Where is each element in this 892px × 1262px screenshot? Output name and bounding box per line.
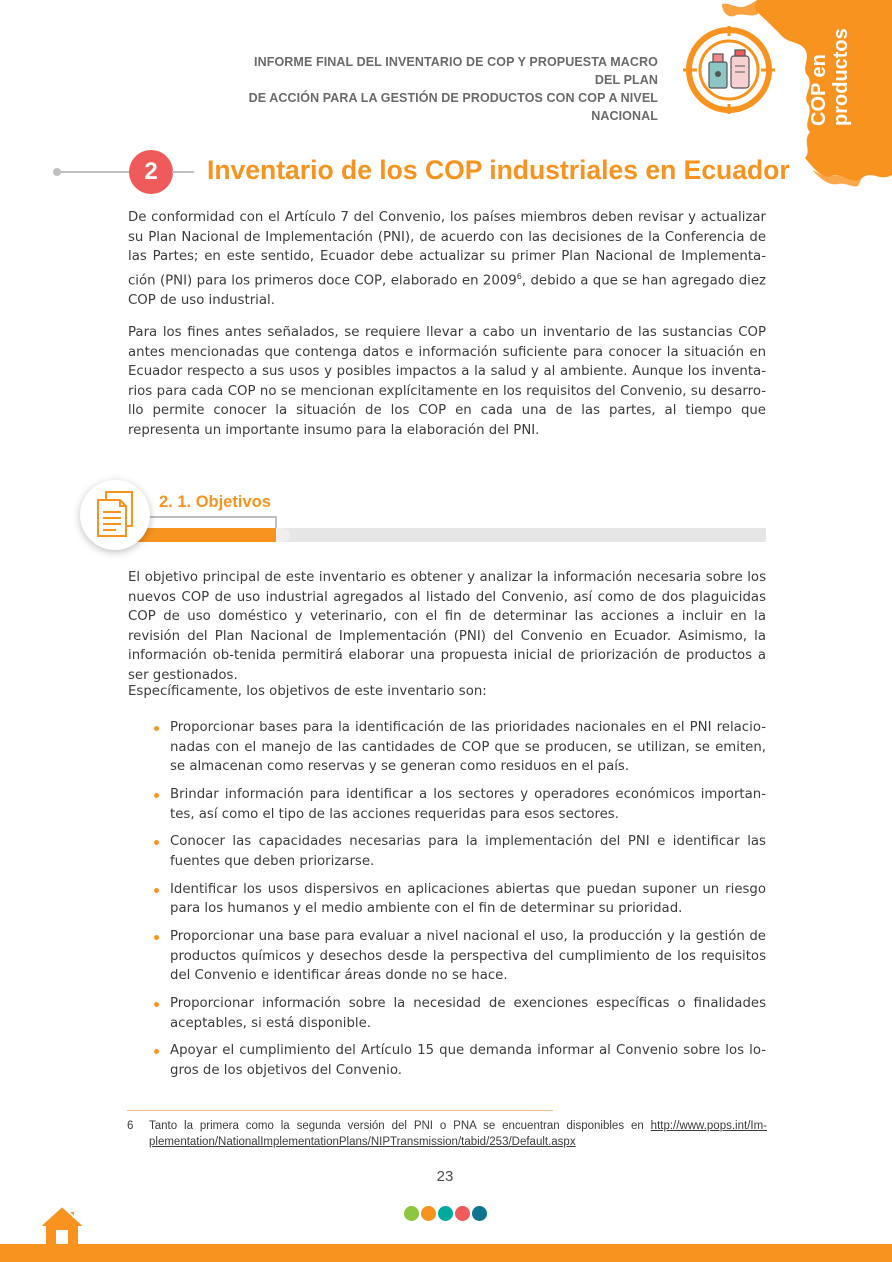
footer-dot xyxy=(472,1206,487,1221)
list-item-text: Proporcionar información sobre la necesidad de exenciones específicas o finalidades aceptables, si está disponible. xyxy=(170,996,766,1031)
section-number-badge: 2 xyxy=(129,150,173,194)
subsection-icon-circle xyxy=(80,480,150,550)
subsection-bar-fill xyxy=(130,528,278,542)
section-title: Inventario de los COP industriales en Ecuador xyxy=(207,155,790,185)
cop-products-target-icon xyxy=(683,26,781,114)
bullet-dot xyxy=(154,1049,159,1054)
header-title-line2: DE ACCIÓN PARA LA GESTIÓN DE PRODUCTOS CON COP A NIVEL NACIONAL xyxy=(248,91,658,123)
list-item xyxy=(152,785,766,824)
footer-dot xyxy=(421,1206,436,1221)
objectives-list xyxy=(152,718,766,1089)
list-item-text: Brindar información para identificar a los sectores y operadores económicos importan-tes, así como el tipo de las acciones requeridas para esos sectores. xyxy=(170,786,766,822)
footer-color-dots xyxy=(404,1206,487,1221)
subsection-underline xyxy=(148,516,276,518)
footnote-ref: 6 xyxy=(516,271,522,281)
list-item-text: Proporcionar una base para evaluar a nivel nacional el uso, la producción y la gestión de productos químicos y desechos desde la perspectiva del cumplimiento de los requisitos del Convenio e identificar áreas donde no se hace. xyxy=(170,929,766,984)
header-title-line1: INFORME FINAL DEL INVENTARIO DE COP Y PROPUESTA MACRO DEL PLAN xyxy=(254,55,658,87)
side-label-line2: productos xyxy=(830,28,852,126)
objectives-paragraph-2: Específicamente, los objetivos de este inventario son: xyxy=(128,684,487,699)
footnote-text: Tanto la primera como la segunda versión del PNI o PNA se encuentran disponibles en xyxy=(149,1120,651,1132)
list-item xyxy=(152,927,766,986)
list-item-text: Apoyar el cumplimiento del Artículo 15 que demanda informar al Convenio sobre los lo-gros de los objetivos del Convenio. xyxy=(170,1043,766,1079)
list-item xyxy=(152,832,766,871)
side-label-cop-productos xyxy=(808,16,868,126)
list-item xyxy=(152,880,766,919)
footnote-body xyxy=(127,1118,767,1150)
footer-dot xyxy=(438,1206,453,1221)
document-header-title xyxy=(228,53,658,125)
section-line-left xyxy=(56,171,130,173)
home-icon[interactable] xyxy=(38,1204,86,1246)
objectives-paragraph-1: El objetivo principal de este inventario es obtener y analizar la información necesaria sobre los nuevos COP de uso industrial agregados al listado del Convenio, así como de dos plaguicidas COP de uso doméstico y veterinario, con el fin de determinar las acciones a incluir en la revisión del Plan Nacional de Implementación (PNI) del Convenio en Ecuador. Asimismo, la información ob-tenida permitirá elaborar una propuesta inicial de priorización de productos a ser gestionados. xyxy=(128,570,766,683)
subsection-underline-tick xyxy=(275,516,277,528)
bullet-dot xyxy=(154,840,159,845)
list-item-text: Proporcionar bases para la identificación de las prioridades nacionales en el PNI relacio-nadas con el manejo de las cantidades de COP que se producen, se utilizan, se emiten, se almacenan como reservas y se generan como residuos en el país. xyxy=(170,720,766,775)
bullet-dot xyxy=(154,726,159,731)
list-item xyxy=(152,718,766,777)
section-line-right xyxy=(172,171,194,173)
bullet-dot xyxy=(154,888,159,893)
list-item-text: Identificar los usos dispersivos en aplicaciones abiertas que puedan suponer un riesgo para los humanos y el medio ambiente con el fin de determinar su prioridad. xyxy=(170,881,766,917)
footer-bar xyxy=(0,1244,892,1262)
intro-paragraph-2: Para los fines antes señalados, se requiere llevar a cabo un inventario de las sustancias COP antes mencionadas que contenga datos e información suficiente para conocer la situación en Ecuador respecto a sus usos y posibles impactos a la salud y al ambiente. Aunque los inventa-rios para cada COP no se mencionan explícitamente en los requisitos del Convenio, su desarro-llo permite conocer la situación de los COP en cada una de las partes, al tiempo que representa un importante insumo para la elaboración del PNI. xyxy=(128,325,766,438)
documents-icon xyxy=(94,490,136,540)
bullet-dot xyxy=(154,1002,159,1007)
page-number: 23 xyxy=(436,1168,454,1185)
bullet-dot xyxy=(154,793,159,798)
intro-p1-text: De conformidad con el Artículo 7 del Convenio, los países miembros deben revisar y actualizar su Plan Nacional de Implementación (PNI), de acuerdo con las decisiones de la Conferencia de las Partes; en este sentido, Ecuador debe actualizar su primer Plan Nacional de Implementa-ción (PNI) para los primeros doce COP, elaborado en 2009 xyxy=(128,210,766,289)
list-item xyxy=(152,994,766,1033)
bullet-dot xyxy=(154,935,159,940)
intro-p1-tail: , debido a que se han agregado diez COP de uso industrial. xyxy=(128,273,767,308)
side-label-line1: COP en xyxy=(808,54,830,126)
footnote xyxy=(127,1118,767,1150)
list-item-text: Conocer las capacidades necesarias para la implementación del PNI e identificar las fuentes que deben priorizarse. xyxy=(170,834,766,869)
footnote-link[interactable]: http://www.pops.int/Im-plementation/NationalImplementationPlans/NIPTransmission/tabid/253/Default.aspx xyxy=(149,1120,767,1148)
footnote-number: 6 xyxy=(127,1120,134,1132)
list-item xyxy=(152,1041,766,1080)
intro-paragraph-1 xyxy=(128,208,766,310)
footer-dot xyxy=(404,1206,419,1221)
footer-dot xyxy=(455,1206,470,1221)
subsection-title: 2. 1. Objetivos xyxy=(159,493,271,511)
subsection-bar-cap xyxy=(276,528,290,542)
footnote-separator xyxy=(127,1110,553,1111)
